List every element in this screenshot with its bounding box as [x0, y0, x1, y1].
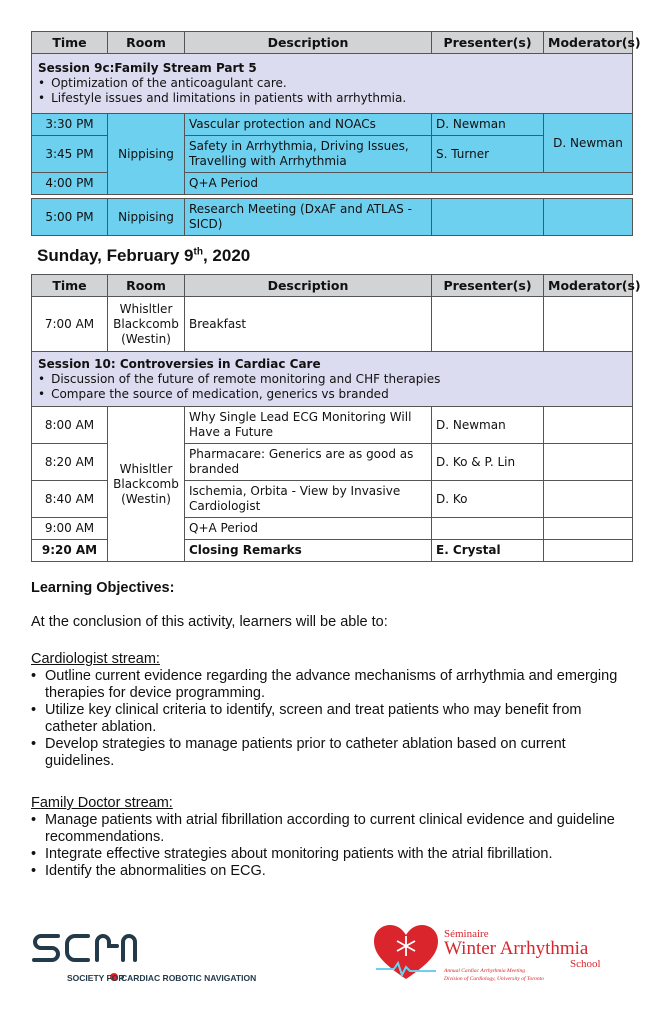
session-bullet: • Optimization of the anticoagulant care.	[38, 76, 626, 91]
description-cell: Q+A Period	[185, 518, 432, 540]
objective-item: • Identify the abnormalities on ECG.	[31, 863, 631, 880]
presenter-cell	[432, 518, 544, 540]
room-cell: Whisltler Blackcomb (Westin)	[108, 407, 185, 562]
col-header-presenter: Presenter(s)	[432, 32, 544, 54]
description-cell: Safety in Arrhythmia, Driving Issues, Travelling with Arrhythmia	[185, 136, 432, 173]
session-row	[32, 352, 633, 407]
family-stream	[31, 795, 631, 880]
scrn-tagline-left: SOCIETY FOR	[67, 973, 125, 983]
learning-intro: At the conclusion of this activity, learners will be able to:	[31, 614, 388, 630]
description-cell: Q+A Period	[185, 173, 633, 195]
col-header-description: Description	[185, 32, 432, 54]
moderator-cell	[544, 518, 633, 540]
session-info	[32, 54, 633, 114]
learning-heading: Learning Objectives:	[31, 580, 175, 596]
table-row	[32, 297, 633, 352]
objective-item: • Develop strategies to manage patients prior to catheter ablation based on current guidelines.	[31, 736, 631, 770]
col-header-time: Time	[32, 32, 108, 54]
time-cell: 9:00 AM	[32, 518, 108, 540]
learning-objectives	[31, 580, 631, 597]
description-cell: Closing Remarks	[185, 540, 432, 562]
col-header-time: Time	[32, 275, 108, 297]
moderator-cell	[544, 540, 633, 562]
sunday-table	[31, 274, 641, 562]
winter-line3: School	[570, 958, 601, 970]
objective-item: • Integrate effective strategies about monitoring patients with the atrial fibrillation.	[31, 846, 631, 863]
session-bullet: • Lifestyle issues and limitations in patients with arrhythmia.	[38, 91, 626, 106]
session9c-table	[31, 31, 641, 195]
description-cell: Research Meeting (DxAF and ATLAS - SICD)	[185, 199, 432, 236]
table-row	[32, 114, 633, 136]
moderator-cell	[544, 297, 633, 352]
cardiologist-objectives	[31, 668, 631, 770]
time-cell: 4:00 PM	[32, 173, 108, 195]
table-header-row	[32, 32, 633, 54]
cardiologist-stream-title: Cardiologist stream:	[31, 651, 160, 667]
col-header-room: Room	[108, 275, 185, 297]
presenter-cell: S. Turner	[432, 136, 544, 173]
moderator-cell	[544, 481, 633, 518]
moderator-cell	[544, 407, 633, 444]
winter-line2: Winter Arrhythmia	[444, 938, 589, 959]
description-cell: Ischemia, Orbita - View by Invasive Cardiologist	[185, 481, 432, 518]
objective-item: • Manage patients with atrial fibrillation according to current clinical evidence and guideline recommendations.	[31, 812, 631, 846]
time-cell: 9:20 AM	[32, 540, 108, 562]
description-cell: Vascular protection and NOACs	[185, 114, 432, 136]
family-objectives	[31, 812, 631, 880]
session-bullets	[38, 372, 626, 402]
moderator-cell: D. Newman	[544, 114, 633, 173]
time-cell: 3:30 PM	[32, 114, 108, 136]
winter-line4: Annual Cardiac Arrhythmia Meeting	[444, 968, 526, 974]
room-cell: Nippising	[108, 199, 185, 236]
session-bullet: • Discussion of the future of remote monitoring and CHF therapies	[38, 372, 626, 387]
col-header-room: Room	[108, 32, 185, 54]
presenter-cell	[432, 199, 544, 236]
room-cell: Nippising	[108, 114, 185, 195]
presenter-cell: D. Newman	[432, 114, 544, 136]
time-cell: 7:00 AM	[32, 297, 108, 352]
winter-arrhythmia-logo	[372, 923, 612, 987]
session-title: Session 10: Controversies in Cardiac Care	[38, 356, 321, 371]
description-cell: Pharmacare: Generics are as good as branded	[185, 444, 432, 481]
time-cell: 3:45 PM	[32, 136, 108, 173]
objective-item: • Outline current evidence regarding the advance mechanisms of arrhythmia and emerging therapies for device programming.	[31, 668, 631, 702]
col-header-moderator: Moderator(s)	[544, 275, 633, 297]
scrn-tagline-right: CARDIAC ROBOTIC NAVIGATION	[121, 973, 256, 983]
moderator-cell	[544, 199, 633, 236]
col-header-description: Description	[185, 275, 432, 297]
objective-item: • Utilize key clinical criteria to identify, screen and treat patients who may benefit from catheter ablation.	[31, 702, 631, 736]
presenter-cell: D. Ko & P. Lin	[432, 444, 544, 481]
research-table	[31, 198, 633, 236]
table-row	[32, 199, 633, 236]
scrn-logo-mark	[31, 926, 256, 986]
description-cell: Breakfast	[185, 297, 432, 352]
winter-line1: Séminaire	[444, 928, 489, 940]
cardiologist-stream	[31, 651, 631, 770]
time-cell: 5:00 PM	[32, 199, 108, 236]
session-title: Session 9c:Family Stream Part 5	[38, 61, 257, 75]
col-header-moderator: Moderator(s)	[544, 32, 633, 54]
table-header-row	[32, 275, 633, 297]
col-header-presenter: Presenter(s)	[432, 275, 544, 297]
time-cell: 8:40 AM	[32, 481, 108, 518]
presenter-cell: D. Newman	[432, 407, 544, 444]
winter-line5: Division of Cardiology, University of Toronto	[444, 976, 544, 982]
winter-arrhythmia-logo-mark	[372, 923, 612, 983]
presenter-cell: E. Crystal	[432, 540, 544, 562]
presenter-cell: D. Ko	[432, 481, 544, 518]
session-bullet: • Compare the source of medication, generics vs branded	[38, 387, 626, 402]
description-cell: Why Single Lead ECG Monitoring Will Have a Future	[185, 407, 432, 444]
family-stream-title: Family Doctor stream:	[31, 795, 173, 811]
session-info	[32, 352, 633, 407]
session-bullets	[38, 76, 626, 106]
presenter-cell	[432, 297, 544, 352]
room-cell: Whisltler Blackcomb (Westin)	[108, 297, 185, 352]
day-heading: Sunday, February 9th, 2020	[37, 246, 251, 265]
time-cell: 8:00 AM	[32, 407, 108, 444]
session-row	[32, 54, 633, 114]
time-cell: 8:20 AM	[32, 444, 108, 481]
moderator-cell	[544, 444, 633, 481]
scrn-logo	[31, 926, 256, 990]
table-row	[32, 407, 633, 444]
